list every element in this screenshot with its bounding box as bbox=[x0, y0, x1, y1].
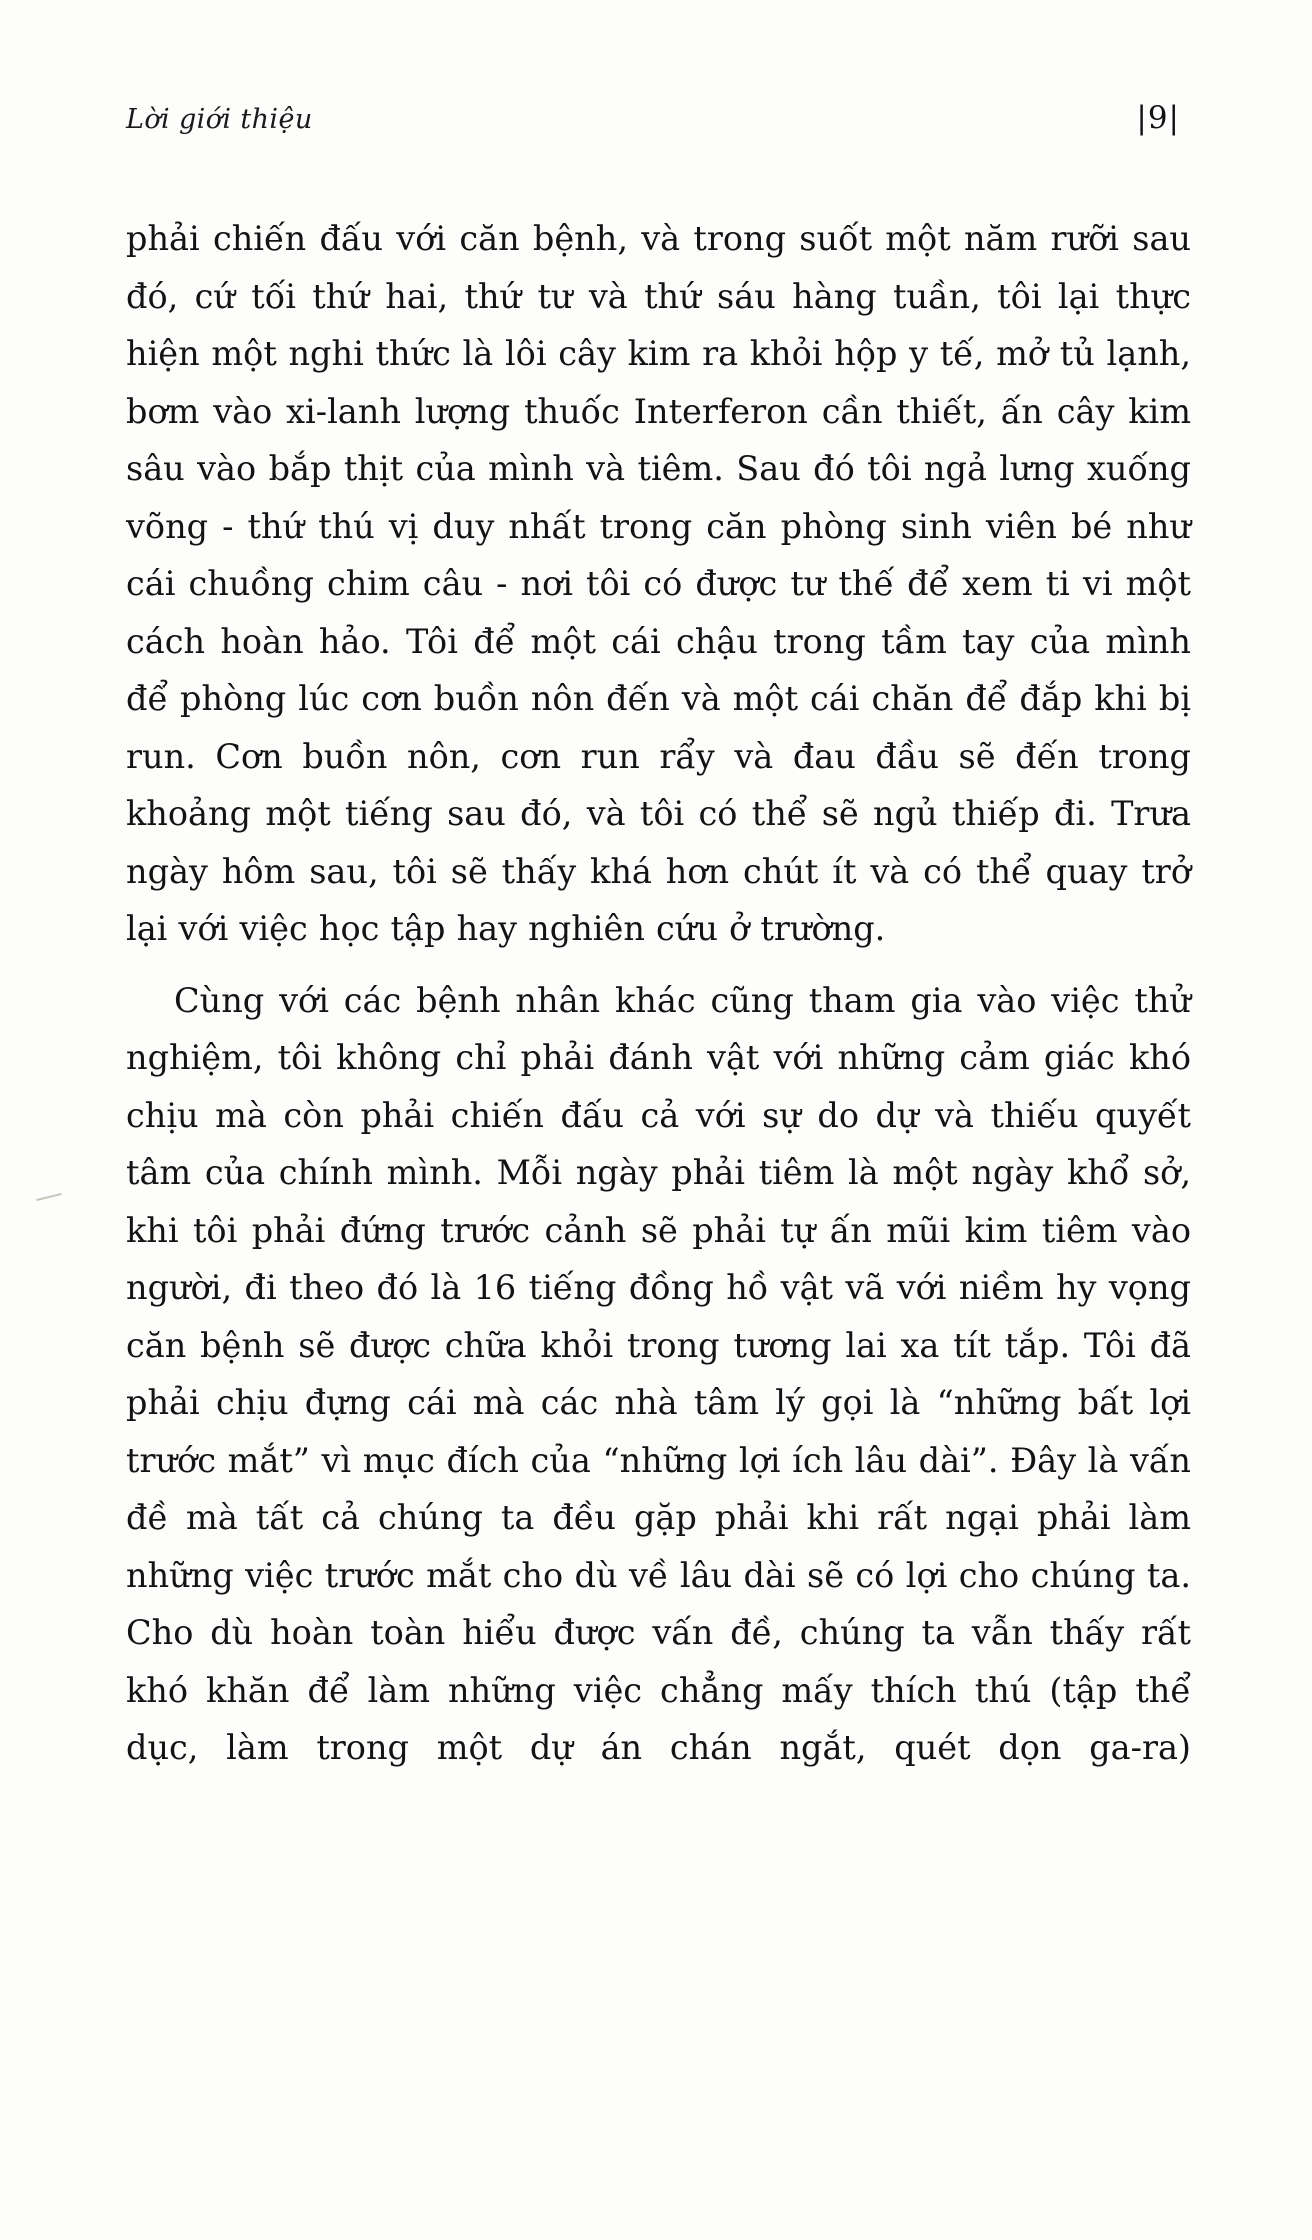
page-number: |9| bbox=[1136, 100, 1180, 136]
running-head: Lời giới thiệu bbox=[126, 104, 313, 135]
paragraph: Cùng với các bệnh nhân khác cũng tham gia vào việc thử nghiệm, tôi không chỉ phải đánh vật với những cảm giác khó chịu mà còn phải chiến đấu cả với sự do dự và thiếu quyết tâm của chính mình. Mỗi ngày phải tiêm là một ngày khổ sở, khi tôi phải đứng trước cảnh sẽ phải tự ấn mũi kim tiêm vào người, đi theo đó là 16 tiếng đồng hồ vật vã với niềm hy vọng căn bệnh sẽ được chữa khỏi trong tương lai xa tít tắp. Tôi đã phải chịu đựng cái mà các nhà tâm lý gọi là “những bất lợi trước mắt” vì mục đích của “những lợi ích lâu dài”. Đây là vấn đề mà tất cả chúng ta đều gặp phải khi rất ngại phải làm những việc trước mắt cho dù về lâu dài sẽ có lợi cho chúng ta. Cho dù hoàn toàn hiểu được vấn đề, chúng ta vẫn thấy rất khó khăn để làm những việc chẳng mấy thích thú (tập thể dục, làm trong một dự án chán ngắt, quét dọn ga-ra) bbox=[126, 980, 1191, 1767]
page-header bbox=[126, 100, 1186, 154]
paragraph: phải chiến đấu với căn bệnh, và trong suốt một năm rưỡi sau đó, cứ tối thứ hai, thứ tư và thứ sáu hàng tuần, tôi lại thực hiện một nghi thức là lôi cây kim ra khỏi hộp y tế, mở tủ lạnh, bơm vào xi-lanh lượng thuốc Interferon cần thiết, ấn cây kim sâu vào bắp thịt của mình và tiêm. Sau đó tôi ngả lưng xuống võng - thứ thú vị duy nhất trong căn phòng sinh viên bé như cái chuồng chim câu - nơi tôi có được tư thế để xem ti vi một cách hoàn hảo. Tôi để một cái chậu trong tầm tay của mình để phòng lúc cơn buồn nôn đến và một cái chăn để đắp khi bị run. Cơn buồn nôn, cơn run rẩy và đau đầu sẽ đến trong khoảng một tiếng sau đó, và tôi có thể sẽ ngủ thiếp đi. Trưa ngày hôm sau, tôi sẽ thấy khá hơn chút ít và có thể quay trở lại với việc học tập hay nghiên cứu ở trường. bbox=[126, 219, 1191, 948]
page-body bbox=[126, 210, 1191, 1838]
margin-mark bbox=[36, 1193, 62, 1201]
